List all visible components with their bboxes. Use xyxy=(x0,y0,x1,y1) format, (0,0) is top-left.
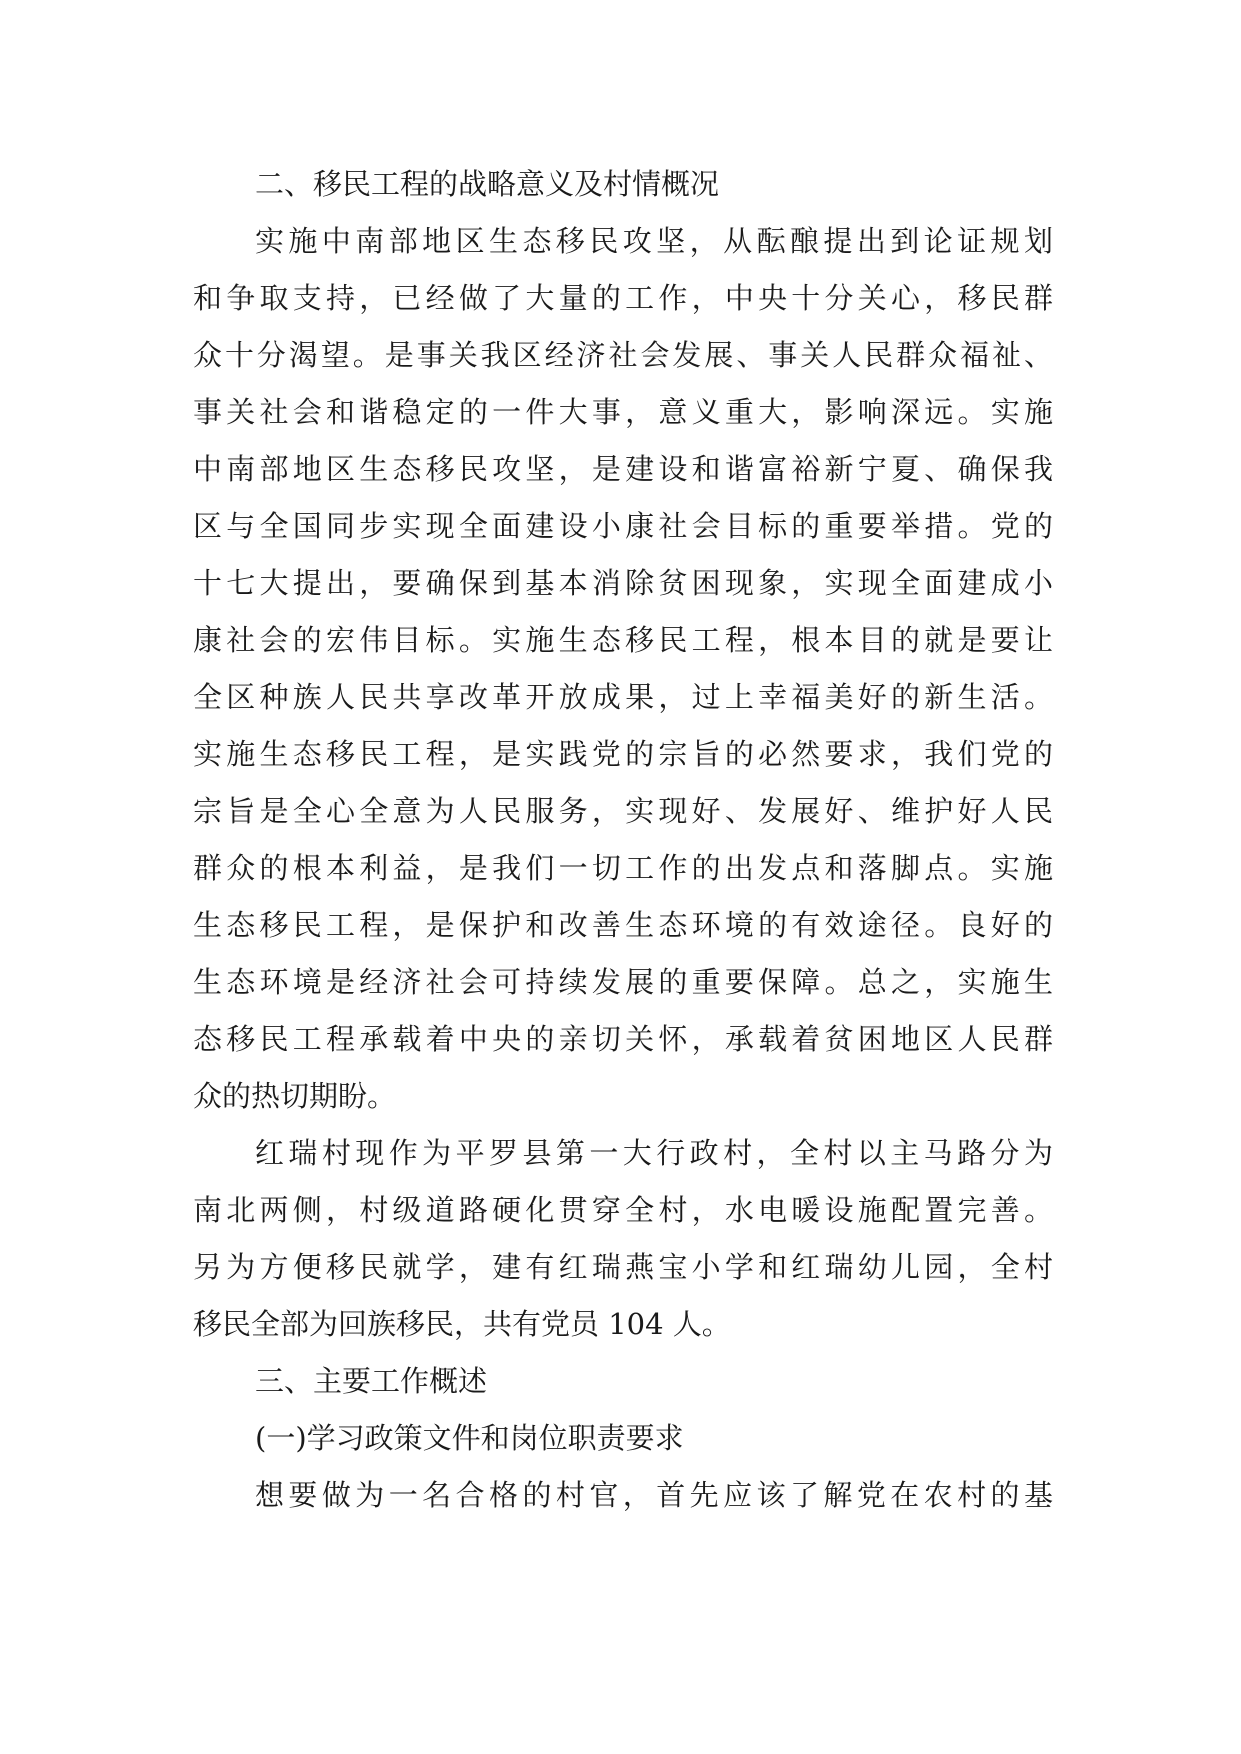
section-heading-2: 二、移民工程的战略意义及村情概况 xyxy=(255,167,720,201)
paragraph-line: 生态环境是经济社会可持续发展的重要保障。总之，实施生 xyxy=(193,965,1053,999)
section-heading-3: 三、主要工作概述 xyxy=(255,1364,488,1398)
paragraph-line: 中南部地区生态移民攻坚，是建设和谐富裕新宁夏、确保我 xyxy=(193,452,1053,486)
paragraph-line: 群众的根本利益，是我们一切工作的出发点和落脚点。实施 xyxy=(193,851,1053,885)
paragraph-line: 全区种族人民共享改革开放成果，过上幸福美好的新生活。 xyxy=(193,680,1053,714)
paragraph-line: 态移民工程承载着中央的亲切关怀，承载着贫困地区人民群 xyxy=(193,1022,1053,1056)
paragraph-line: 事关社会和谐稳定的一件大事，意义重大，影响深远。实施 xyxy=(193,395,1053,429)
paragraph-line: 红瑞村现作为平罗县第一大行政村，全村以主马路分为 xyxy=(255,1136,1053,1170)
paragraph-line: 另为方便移民就学，建有红瑞燕宝小学和红瑞幼儿园，全村 xyxy=(193,1250,1053,1284)
paragraph-line: 实施生态移民工程，是实践党的宗旨的必然要求，我们党的 xyxy=(193,737,1053,771)
paragraph-line: 康社会的宏伟目标。实施生态移民工程，根本目的就是要让 xyxy=(193,623,1053,657)
paragraph-line: 众十分渴望。是事关我区经济社会发展、事关人民群众福祉、 xyxy=(193,338,1053,372)
document-body xyxy=(193,156,1053,1524)
paragraph-line: 十七大提出，要确保到基本消除贫困现象，实现全面建成小 xyxy=(193,566,1053,600)
paragraph-line: 生态移民工程，是保护和改善生态环境的有效途径。良好的 xyxy=(193,908,1053,942)
paragraph-line: 区与全国同步实现全面建设小康社会目标的重要举措。党的 xyxy=(193,509,1053,543)
subsection-heading-1: (一)学习政策文件和岗位职责要求 xyxy=(255,1421,684,1455)
paragraph-line: 宗旨是全心全意为人民服务，实现好、发展好、维护好人民 xyxy=(193,794,1053,828)
paragraph-line: 和争取支持，已经做了大量的工作，中央十分关心，移民群 xyxy=(193,281,1053,315)
paragraph-line-last: 移民全部为回族移民，共有党员 104 人。 xyxy=(193,1307,731,1341)
paragraph-line-last: 众的热切期盼。 xyxy=(193,1079,397,1113)
paragraph-line: 实施中南部地区生态移民攻坚，从酝酿提出到论证规划 xyxy=(255,224,1053,258)
paragraph-line: 想要做为一名合格的村官，首先应该了解党在农村的基 xyxy=(255,1478,1053,1512)
paragraph-line: 南北两侧，村级道路硬化贯穿全村，水电暖设施配置完善。 xyxy=(193,1193,1053,1227)
